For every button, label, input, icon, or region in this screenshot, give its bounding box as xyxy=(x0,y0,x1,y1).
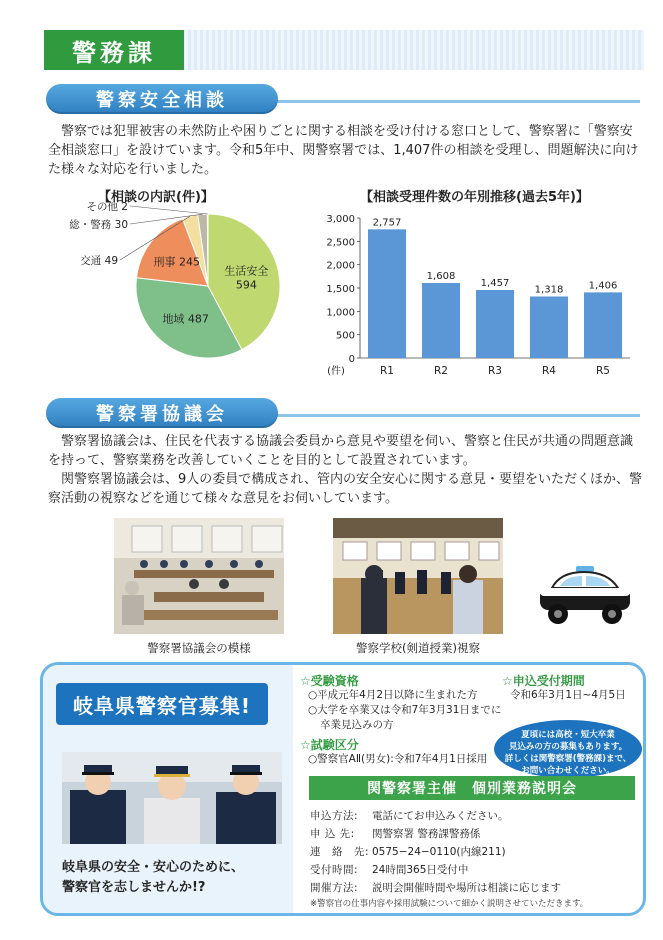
y-tick-label: 500 xyxy=(335,330,355,342)
bar-R1 xyxy=(368,229,406,358)
application-period-heading: ☆申込受付期間 xyxy=(502,674,585,688)
info-row-label: 申込方法: xyxy=(310,810,359,822)
info-row-value: 電話にてお申込みください。 xyxy=(372,810,509,822)
x-tick-label: R1 xyxy=(380,365,394,377)
officers-photo xyxy=(62,752,282,844)
y-tick-label: 3,000 xyxy=(326,214,355,225)
pie-label-その他: その他 2 xyxy=(86,201,128,213)
exam-category-item: ○警察官AⅡ(男女):令和7年4月1日採用 xyxy=(308,753,488,765)
slogan-line-1: 岐阜県の安全・安心のために、 xyxy=(62,860,245,875)
bar-value-label: 1,318 xyxy=(534,284,564,296)
slogan-line-2: 警察官を志しませんか!? xyxy=(62,880,206,895)
info-oval-line: 見込みの方の募集もあります。 xyxy=(508,742,628,752)
info-row xyxy=(310,880,561,895)
bar-value-label: 1,608 xyxy=(426,270,456,282)
council-paragraph-1: 警察署協議会は、住民を代表する協議会委員から意見や要望を伺い、警察と住民が共通の問題意識を持って、警察業務を改善していくことを目的として設置されています。 xyxy=(48,434,634,468)
pie-leader-line xyxy=(130,206,208,214)
info-row xyxy=(310,844,506,859)
x-tick-label: R2 xyxy=(434,365,448,377)
application-period-value: 令和6年3月1日~4月5日 xyxy=(510,689,626,701)
pie-chart xyxy=(46,200,296,370)
info-oval xyxy=(494,720,642,778)
police-car-icon xyxy=(534,562,634,634)
pie-label-value: 594 xyxy=(235,278,257,292)
bar-R4 xyxy=(530,296,568,358)
pie-label-総・警務: 総・警務 30 xyxy=(69,219,128,231)
session-title-bar: 関警察署主催 個別業務説明会 xyxy=(309,776,635,800)
pie-label-刑事: 刑事 245 xyxy=(153,255,201,269)
info-row xyxy=(310,826,480,841)
info-row-value: 24時間365日受付中 xyxy=(372,864,469,876)
y-tick-label: 0 xyxy=(348,354,355,365)
y-axis-unit: (件) xyxy=(327,366,345,377)
kendo-class-photo xyxy=(333,518,503,634)
bar-chart-title: 【相談受理件数の年別推移(過去5年)】 xyxy=(360,190,589,205)
bar-R2 xyxy=(422,283,460,358)
qualification-item: ○平成元年4月2日以降に生まれた方 xyxy=(308,689,478,701)
x-tick-label: R5 xyxy=(596,365,610,377)
info-row-label: 開催方法: xyxy=(310,882,359,894)
pie-label-地域: 地域 487 xyxy=(162,312,209,326)
info-row-value: 0575−24−0110(内線211) xyxy=(372,846,506,858)
info-oval-line: 詳しくは関警察署(警務課)まで、 xyxy=(504,754,632,764)
info-row-value: 説明会開催時間や場所は相談に応じます xyxy=(372,882,561,894)
y-tick-label: 1,500 xyxy=(326,284,355,295)
bar-R5 xyxy=(584,292,622,358)
pie-chart-title: 【相談の内訳(件)】 xyxy=(98,190,214,205)
bar-value-label: 1,406 xyxy=(588,280,618,292)
bar-R3 xyxy=(476,290,514,358)
info-row xyxy=(310,862,468,877)
info-row-label: 申 込 先: xyxy=(310,828,355,840)
council-heading: 警察署協議会 xyxy=(46,398,278,428)
bar-chart xyxy=(300,206,640,384)
bar-value-label: 2,757 xyxy=(372,217,402,229)
x-tick-label: R4 xyxy=(542,365,556,377)
photo-caption: 警察署協議会の模様 xyxy=(147,641,251,655)
bar-value-label: 1,457 xyxy=(480,278,510,290)
info-row-value: 関警察署 警務課警務係 xyxy=(372,828,481,840)
pie-label-name: 生活安全 xyxy=(224,264,269,278)
info-oval-line: 夏頃には高校・短大卒業 xyxy=(521,730,615,740)
exam-category-heading: ☆試験区分 xyxy=(300,738,359,752)
council-paragraph-2: 関警察署協議会は、9人の委員で構成され、管内の安全安心に関する意見・要望をいただくほか、警察活動の視察などを通じて様々な意見をお伺いしています。 xyxy=(48,472,643,506)
y-tick-label: 1,000 xyxy=(326,307,355,319)
qualification-item: 卒業見込みの方 xyxy=(320,719,394,731)
pie-label-交通: 交通 49 xyxy=(80,255,118,267)
footnote: ※警察官の仕事内容や採用試験について細かく説明させていただきます。 xyxy=(310,899,589,909)
y-tick-label: 2,000 xyxy=(326,260,355,272)
info-oval-line: お問い合わせください。 xyxy=(521,766,615,776)
qualification-item: ○大学を卒業又は令和7年3月31日までに xyxy=(308,704,502,716)
consult-heading: 警察安全相談 xyxy=(46,84,278,114)
recruitment-title: 岐阜県警察官募集! xyxy=(56,683,268,725)
section-title: 警務課 xyxy=(44,30,184,70)
qualification-heading: ☆受験資格 xyxy=(300,674,359,688)
info-row xyxy=(310,808,509,823)
info-row-label: 受付時間: xyxy=(310,864,359,876)
consult-paragraph: 警察では犯罪被害の未然防止や困りごとに関する相談を受け付ける窓口として、警察署に「警察安全相談窓口」を設けています。令和5年中、関警察署では、1,407件の相談を受理し、問題解決に向けた様々な対応を行いました。 xyxy=(48,124,639,177)
pie-slice-その他 xyxy=(207,214,208,286)
info-row-label: 連 絡 先: xyxy=(310,846,370,858)
y-tick-label: 2,500 xyxy=(326,237,355,249)
photo-caption: 警察学校(剣道授業)視察 xyxy=(356,641,480,655)
x-tick-label: R3 xyxy=(488,365,502,377)
council-meeting-photo xyxy=(114,518,284,634)
